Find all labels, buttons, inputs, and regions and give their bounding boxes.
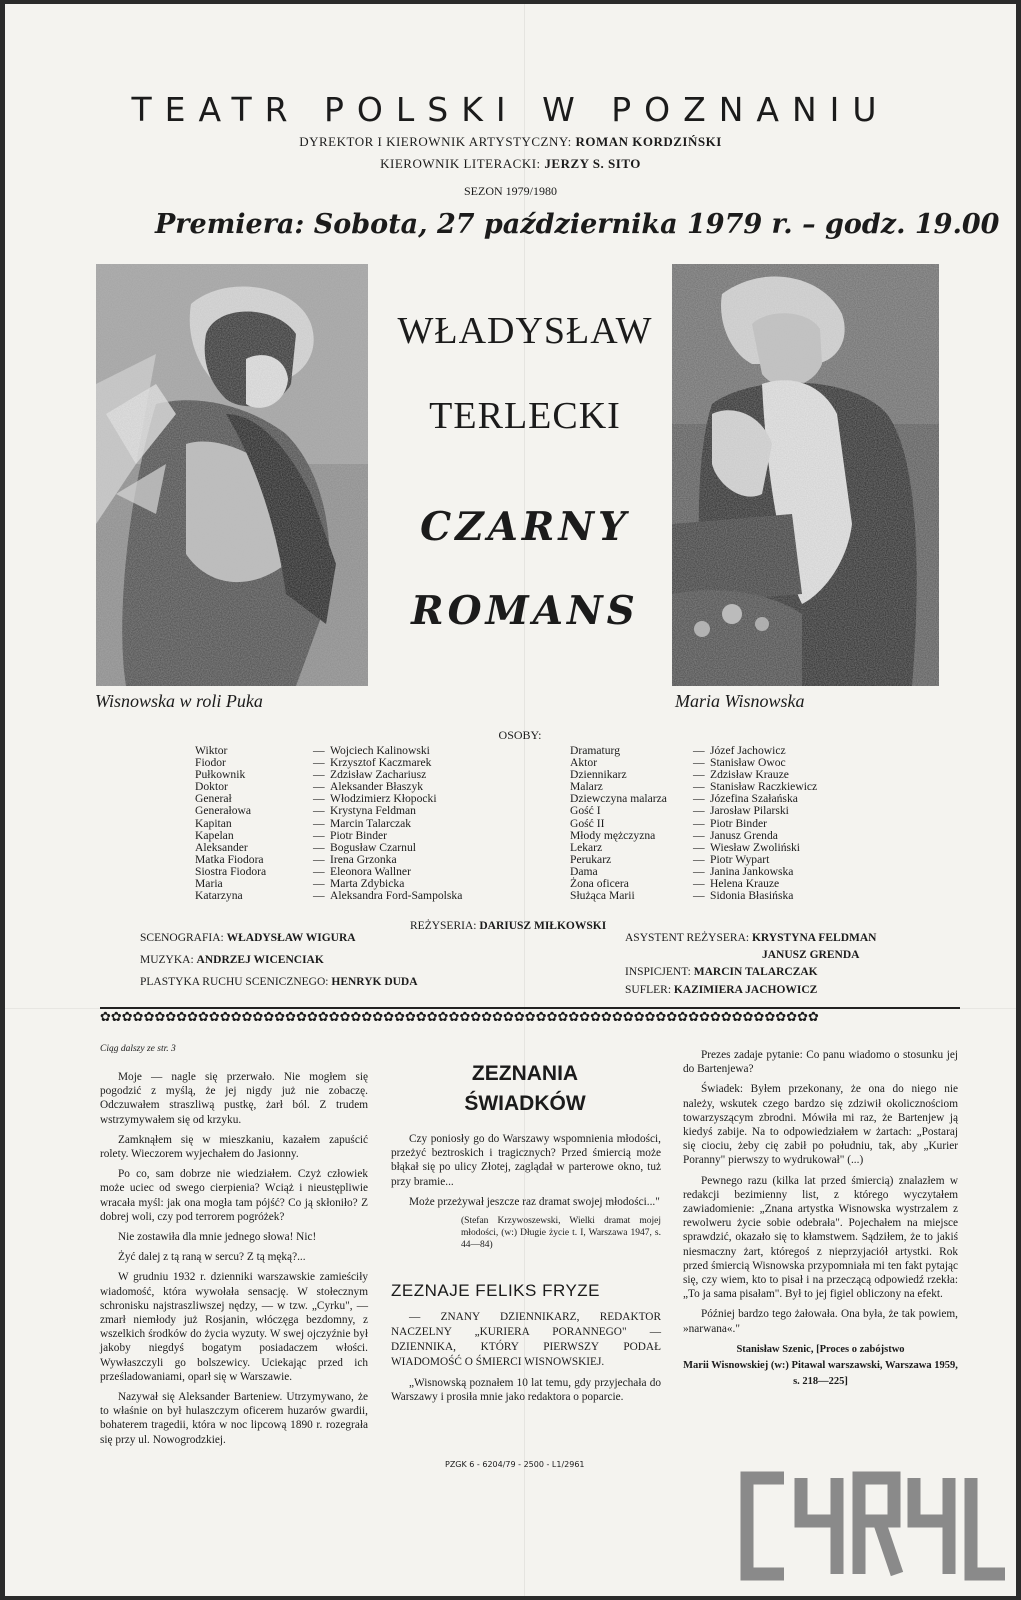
cast-row: Żona oficera — Helena Krauze xyxy=(570,877,780,891)
credit-direction: REŻYSERIA: DARIUSZ MIŁKOWSKI xyxy=(410,920,607,932)
cast-row: Matka Fiodora — Irena Grzonka xyxy=(195,852,397,866)
cast-row: Wiktor — Wojciech Kalinowski xyxy=(195,744,430,757)
author-first-name: WŁADYSŁAW xyxy=(397,310,653,352)
cast-heading: OSOBY: xyxy=(498,728,542,742)
cast-row: Pułkownik — Zdzisław Zachariusz xyxy=(195,768,427,782)
article-title-line1: ZEZNANIA xyxy=(471,1062,579,1085)
article-column-3: Prezes zadaje pytanie: Co panu wiadomo o stosunku jej do Bartenjewa? Świadek: Byłem przekonany, że ona do niego nie należy, wskutek czego bardzo się zdziwił okolicznościom towarzyszącym zbrodni. Mówiła mi raz, że Bartenjew ją kiedyś zabije. Na to odpowiedziałem w żartach: „Postaraj się ciociu, żeby cię zabił po południu, tak, aby „Kurier Poranny" pierwszy to wydrukował" (...) Pewnego razu (kilka lat przed śmiercią) znalazłem w redakcji bezimienny list, z którego wyczytałem zawiadomienie: „Znana artystka Wisnowska wystrzalem z rewolweru życie sobie odebrała". Pojechałem na miejsce sprawdzić, okazało się to kłamstwem. Sądziłem, że to jakiś niesmaczny żart, któregoś z nieprzyjaciół artystki. Rok przed śmiercią Wisnowska przypomniała mi ten fakt pytając się, czy wiem, kto to pisał i na przeczącą odpowiedź rzekła: „To ja sama pisałam". Był to jej figiel obliczony na efekt. Później bardzo tego żałowała. Ona była, że tak powiem, »narwana«." Stanisław Szenic, [Proces o zabójstwo Marii Wisnowskiej (w:) Pitawal warszawski, Warszawa 1959, s. 218—225] xyxy=(683,1048,958,1390)
credit-assistant: ASYSTENT REŻYSERA: KRYSTYNA FELDMAN xyxy=(625,932,877,944)
credit-music: MUZYKA: ANDRZEJ WICENCIAK xyxy=(140,954,324,966)
cast-list-left xyxy=(195,745,462,902)
cast-row: Katarzyna — Aleksandra Ford-Sampolska xyxy=(195,889,463,903)
cast-row: Malarz — Stanisław Raczkiewicz xyxy=(570,780,818,794)
article-title-line2: ŚWIADKÓW xyxy=(464,1092,586,1115)
cast-row: Generał — Włodzimierz Kłopocki xyxy=(195,792,437,806)
cast-row: Lekarz — Wiesław Zwoliński xyxy=(570,840,801,854)
article-column-1: Moje — nagle się przerwało. Nie mogłem się pogodzić z myślą, że jej nigdy już nie zobaczę. Odczuwałem straszliwą pustkę, żarł ból. Z trudem wstrzymywałem się od krzyku. Zamknąłem się w mieszkaniu, kazałem zapuścić rolety. Wieczorem wyjechałem do Jasionny. Po co, sam dobrze nie wiedziałem. Czyż człowiek może uciec od swego cierpienia? Wciąż i nieustępliwie wracała myśl: jak ona mogła tam pójść? Co ją skłoniło? Z dobrej woli, czy pod terrorem pogróżek? Nie zostawiła dla mnie jednego słowa! Nic! Żyć dalej z tą raną w sercu? Z tą męką?... W grudniu 1932 r. dzienniki warszawskie zamieściły wiadomość, która wywołała sensację. W stołecznym schronisku najstraszliwszej nędzy, — w tzw. „Cyrku", — zmarł niemłody już Rosjanin, włóczęga bezdomny, z wszelkich środków do życia wyzuty. W swej ojczyźnie był jakoby niegdyś bogatym posiadaczem włości. Wywłaszczyli go bolszewicy. Uciekając przed ich prześladowaniami, oparł się w Warszawie. Nazywał się Aleksander Barteniew. Utrzymywano, że to właśnie on był hulaszczym oficerem huzarów gwardii, bohaterem tragedii, która w noc lipcową 1890 r. rozegrała się przy ul. Nowogrodzkiej. xyxy=(100,1071,368,1446)
cast-row: Dziewczyna malarza — Józefina Szałańska xyxy=(570,792,798,806)
cast-row: Generałowa — Krystyna Feldman xyxy=(195,804,416,818)
cast-row: Kapelan — Piotr Binder xyxy=(195,828,388,842)
credit-prompter: SUFLER: KAZIMIERA JACHOWICZ xyxy=(625,984,818,996)
premiere-line: Premiera: Sobota, 27 października 1979 r. – godz. 19.00 xyxy=(155,209,1000,240)
cast-row: Dziennikarz — Zdzisław Krauze xyxy=(570,768,789,782)
cast-row: Gość I — Jarosław Pilarski xyxy=(570,804,789,818)
credit-assistant-2: JANUSZ GRENDA xyxy=(762,949,860,961)
credit-scenography: SCENOGRAFIA: WŁADYSŁAW WIGURA xyxy=(140,932,356,944)
cast-row: Służąca Marii — Sidonia Błasińska xyxy=(570,889,794,903)
ornamental-border: ✿✿✿✿✿✿✿✿✿✿✿✿✿✿✿✿✿✿✿✿✿✿✿✿✿✿✿✿✿✿✿✿✿✿✿✿✿✿✿✿✿✿✿✿✿✿✿✿✿✿✿✿✿✿✿✿✿✿✿✿✿✿✿✿✿✿ xyxy=(100,1010,819,1025)
fryze-section: — ZNANY DZIENNIKARZ, REDAKTOR NACZELNY „KURIERA PORANNEGO" — DZIENNIKA, KTÓRY PIERWSZY PODAŁ WIADOMOŚĆ O ŚMIERCI WISNOWSKIEJ. „Wisnowską poznałem 10 lat temu, gdy przyjechała do Warszawy i prosiła mnie jako redaktora o poparcie. xyxy=(391,1311,661,1404)
divider-rule xyxy=(100,1007,960,1009)
playbill-page xyxy=(5,4,1016,1596)
article-column-2: Czy poniosły go do Warszawy wspomnienia młodości, przeżyć beztroskich i tragicznych? Przed śmiercią może błąkał się po ulicy Złotej, zaglądał w parterowe okno, tuż przy bramie... Może przeżywał jeszcze raz dramat swojej młodości..." (Stefan Krzywoszewski, Wielki dramat mojej młodości, (w:) Długie życie t. I, Warszawa 1947, s. 44—84) xyxy=(391,1133,661,1251)
caption-right: Maria Wisnowska xyxy=(675,691,805,711)
cast-row: Perukarz — Piotr Wypart xyxy=(570,852,770,866)
theatre-title: TEATR POLSKI W POZNANIU xyxy=(131,90,890,129)
cast-row: Młody mężczyzna — Janusz Grenda xyxy=(570,828,778,842)
source-citation: (Stefan Krzywoszewski, Wielki dramat mojej młodości, (w:) Długie życie t. I, Warszawa 1947, s. 44—84) xyxy=(461,1216,661,1251)
citation-signature: Stanisław Szenic, [Proces o zabójstwo Marii Wisnowskiej (w:) Pitawal warszawski, Warszawa 1959, s. 218—225] xyxy=(683,1343,958,1387)
caption-left: Wisnowska w roli Puka xyxy=(95,691,263,711)
cast-row: Maria — Marta Zdybicka xyxy=(195,877,405,891)
credit-movement: PLASTYKA RUCHU SCENICZNEGO: HENRYK DUDA xyxy=(140,976,418,988)
photo-maria-wisnowska xyxy=(672,264,939,686)
print-code: PZGK 6 - 6204/79 - 2500 - L1/2961 xyxy=(445,1460,585,1469)
cast-row: Siostra Fiodora — Eleonora Wallner xyxy=(195,864,411,878)
cast-row: Dama — Janina Jankowska xyxy=(570,864,794,878)
author-last-name: TERLECKI xyxy=(429,395,621,437)
literary-director-line: KIEROWNIK LITERACKI: JERZY S. SITO xyxy=(380,156,641,171)
cast-row: Dramaturg — Józef Jachowicz xyxy=(570,744,786,757)
cast-row: Kapitan — Marcin Talarczak xyxy=(195,816,412,830)
play-title-line2: ROMANS xyxy=(411,588,639,634)
cast-row: Doktor — Aleksander Błaszyk xyxy=(195,780,424,794)
cast-row: Aktor — Stanisław Owoc xyxy=(570,756,786,770)
cast-row: Fiodor — Krzysztof Kaczmarek xyxy=(195,756,432,770)
continued-note: Ciąg dalszy ze str. 3 xyxy=(100,1044,176,1054)
play-title-line1: CZARNY xyxy=(420,504,630,550)
section-title-fryze: ZEZNAJE FELIKS FRYZE xyxy=(391,1281,601,1300)
cast-row: Gość II — Piotr Binder xyxy=(570,816,768,830)
cyryl-logo xyxy=(739,1466,1009,1591)
cast-list-right xyxy=(570,745,817,902)
director-line: DYREKTOR I KIEROWNIK ARTYSTYCZNY: ROMAN KORDZIŃSKI xyxy=(299,134,722,149)
credit-stage-manager: INSPICJENT: MARCIN TALARCZAK xyxy=(625,966,818,978)
cast-row: Aleksander — Bogusław Czarnul xyxy=(195,840,416,854)
photo-wisnowska-as-puck xyxy=(96,264,368,686)
season-line: SEZON 1979/1980 xyxy=(464,184,557,198)
